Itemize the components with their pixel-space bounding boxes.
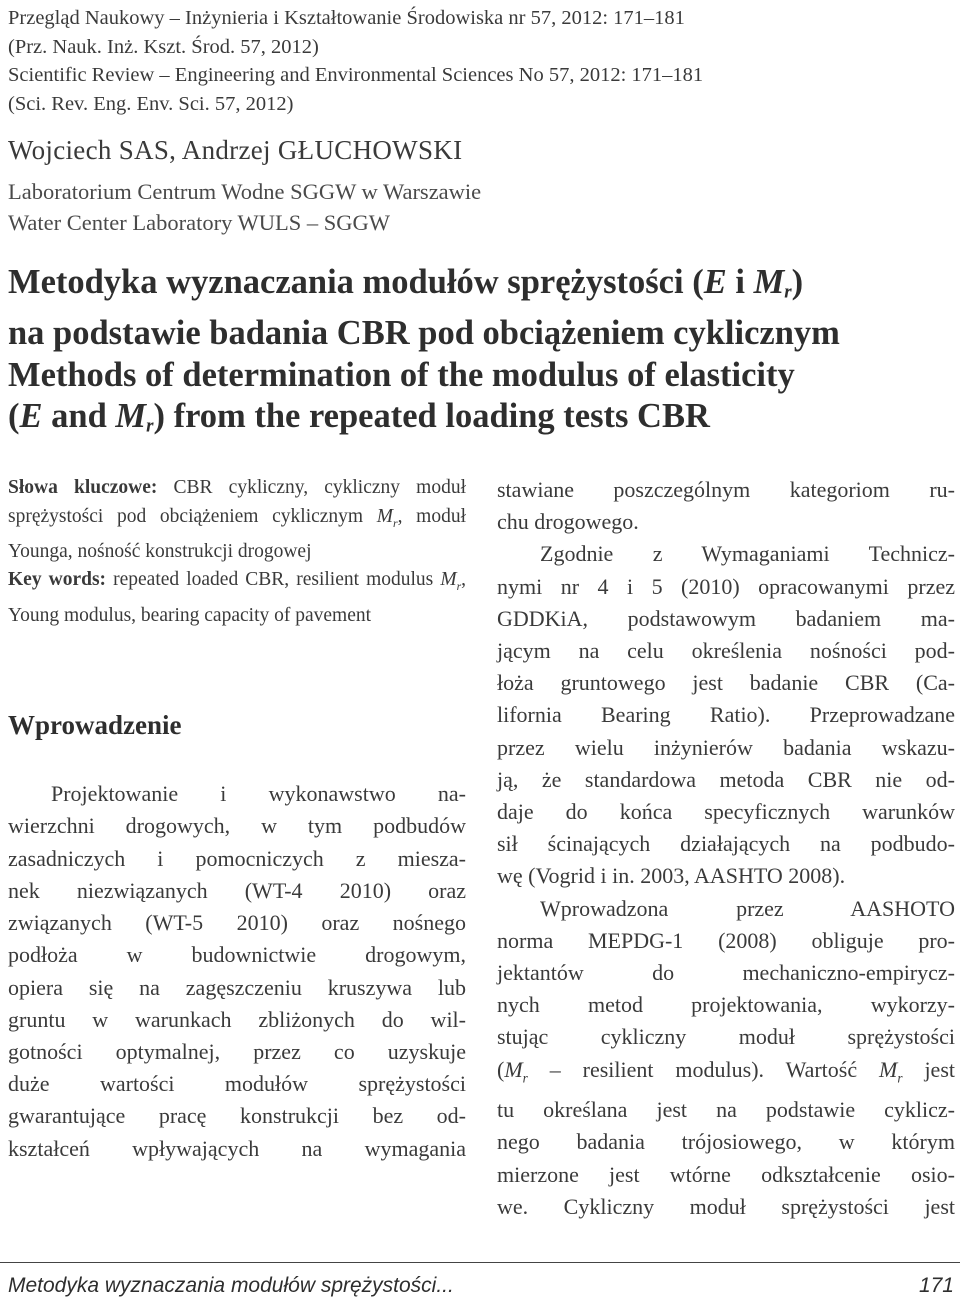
page-footer — [8, 1272, 958, 1300]
text-line: sił ścinających działających na podbudo- — [497, 831, 955, 857]
text-line: nek niezwiązanych (WT-4 2010) oraz — [8, 877, 466, 903]
subscript-r: r — [784, 281, 792, 303]
title-text: ( — [8, 397, 20, 436]
affiliation-pl: Laboratorium Centrum Wodne SGGW w Warszawie — [8, 179, 482, 204]
paper-title — [8, 262, 958, 447]
text-line: opiera się na zagęszczeniu kruszywa lub — [8, 974, 466, 1000]
intro-paragraph — [8, 778, 466, 1164]
text-line: gotności optymalnej, przez co uzyskuje — [8, 1038, 466, 1064]
text-line: GDDKiA, podstawowym badaniem ma- — [497, 605, 955, 631]
symbol-e: E — [19, 397, 43, 436]
text-fragment: ( — [497, 1056, 505, 1082]
text-line: tu określana jest na podstawie cyklicz- — [497, 1097, 955, 1123]
left-column — [8, 474, 466, 1165]
authors: Wojciech SAS, Andrzej GŁUCHOWSKI — [8, 135, 463, 165]
section-heading: Wprowadzenie — [8, 710, 182, 741]
text-line: łoża gruntowego jest badanie CBR (Ca- — [497, 670, 955, 696]
symbol-m: M — [879, 1056, 898, 1082]
header-line-2: (Prz. Nauk. Inż. Kszt. Środ. 57, 2012) — [8, 35, 319, 58]
text-line: zasadniczych i pomocniczych z miesza- — [8, 845, 466, 871]
text-line: duże wartości modułów sprężystości — [8, 1071, 466, 1097]
affiliation — [8, 176, 481, 238]
text-line: chu drogowego. — [497, 509, 639, 535]
keywords-text: CBR cykliczny, cykliczny moduł sprężystości pod obciążeniem cyklicznym — [8, 477, 466, 527]
text-line: wierzchni drogowych, w tym podbudów — [8, 813, 466, 839]
title-line-2: na podstawie badania CBR pod obciążeniem cyklicznym — [8, 314, 840, 353]
journal-header — [8, 4, 908, 118]
header-line-3: Scientific Review – Engineering and Environmental Sciences No 57, 2012: 171–181 — [8, 64, 704, 86]
text-line: mierzone jest wtórne odkształcenie osio- — [497, 1161, 955, 1187]
symbol-e: E — [703, 263, 727, 301]
keywords-pl — [8, 474, 466, 566]
text-line: lifornia Bearing Ratio). Przeprowadzane — [497, 702, 955, 728]
text-line: stując cykliczny moduł sprężystości — [497, 1024, 955, 1050]
symbol-m: M — [376, 505, 394, 527]
text-line-with-symbol — [497, 1054, 955, 1095]
text-line: gruntu w warunkach zbliżonych do wil- — [8, 1006, 466, 1032]
title-text: i — [726, 263, 754, 301]
paragraph-mepdg — [497, 893, 955, 1223]
subscript-r: r — [393, 516, 398, 530]
footer-divider — [0, 1262, 960, 1263]
text-line: przez wielu inżynierów badania wskazu- — [497, 734, 955, 760]
paragraph-cbr — [497, 538, 955, 892]
text-fragment: – resilient modulus). Wartość — [527, 1056, 880, 1082]
title-text: ) — [791, 263, 804, 301]
text-line: nych metod projektowania, wykorzy- — [497, 992, 955, 1018]
text-line: nego badania trójosiowego, w którym — [497, 1129, 955, 1155]
symbol-m: M — [115, 397, 147, 436]
keywords-en — [8, 566, 466, 630]
paragraph-continued — [497, 474, 955, 538]
keywords-text: repeated loaded CBR, resilient modulus — [106, 569, 441, 591]
affiliation-en: Water Center Laboratory WULS – SGGW — [8, 210, 391, 235]
text-line: jektantów do mechaniczno-empirycz- — [497, 960, 955, 986]
text-line: podłoża w budownictwie drogowym, — [8, 942, 466, 968]
subscript-r: r — [456, 580, 462, 594]
title-text: ) from the repeated loading tests CBR — [153, 397, 710, 436]
keywords-label: Key words: — [8, 569, 107, 591]
subscript-r: r — [522, 1070, 528, 1086]
header-line-1: Przegląd Naukowy – Inżynieria i Kształtowanie Środowiska nr 57, 2012: 171–181 — [8, 7, 685, 29]
text-line: Wprowadzona przez AASHOTO — [540, 895, 955, 921]
text-line: nymi nr 4 i 5 (2010) opracowanymi przez — [497, 573, 955, 599]
text-line: Projektowanie i wykonawstwo na- — [51, 781, 466, 807]
text-line: gwarantujące pracę konstrukcji bez od- — [8, 1103, 466, 1129]
symbol-m: M — [753, 263, 785, 301]
keywords-text: , Young modulus, bearing capacity of pavement — [8, 569, 467, 626]
text-line: ją, że standardowa metoda CBR nie od- — [497, 766, 955, 792]
title-line-1 — [8, 262, 958, 313]
keywords-label: Słowa kluczowe: — [8, 477, 158, 498]
right-column — [497, 474, 955, 1223]
text-line: we. Cykliczny moduł sprężystości jest — [497, 1193, 955, 1219]
text-line: wę (Vogrid i in. 2003, AASHTO 2008). — [497, 863, 846, 889]
header-line-4: (Sci. Rev. Eng. Env. Sci. 57, 2012) — [8, 92, 294, 115]
subscript-r: r — [897, 1070, 903, 1086]
symbol-m: M — [440, 569, 457, 591]
title-line-3: Methods of determination of the modulus of elasticity — [8, 355, 795, 394]
page-number: 171 — [918, 1274, 954, 1297]
text-line: stawiane poszczególnym kategoriom ru- — [497, 477, 955, 502]
symbol-m: M — [504, 1056, 523, 1082]
title-line-4 — [8, 396, 958, 447]
text-fragment: jest — [902, 1056, 955, 1082]
running-title: Metodyka wyznaczania modułów sprężystości... — [8, 1274, 454, 1297]
text-line: daje do końca specyficznych warunków — [497, 799, 955, 825]
text-line: kształceń wpływających na wymagania — [8, 1135, 466, 1161]
title-text: Metodyka wyznaczania modułów sprężystości ( — [8, 263, 704, 301]
text-line: jącym na celu określenia nośności pod- — [497, 638, 955, 664]
subscript-r: r — [146, 415, 154, 437]
text-line: związanych (WT-5 2010) oraz nośnego — [8, 910, 466, 936]
keywords-text: , moduł Younga, nośność konstrukcji drogowej — [8, 505, 467, 562]
text-line: Zgodnie z Wymaganiami Technicz- — [540, 541, 955, 567]
title-text: and — [42, 397, 116, 436]
text-line: norma MEPDG-1 (2008) obliguje pro- — [497, 927, 955, 953]
